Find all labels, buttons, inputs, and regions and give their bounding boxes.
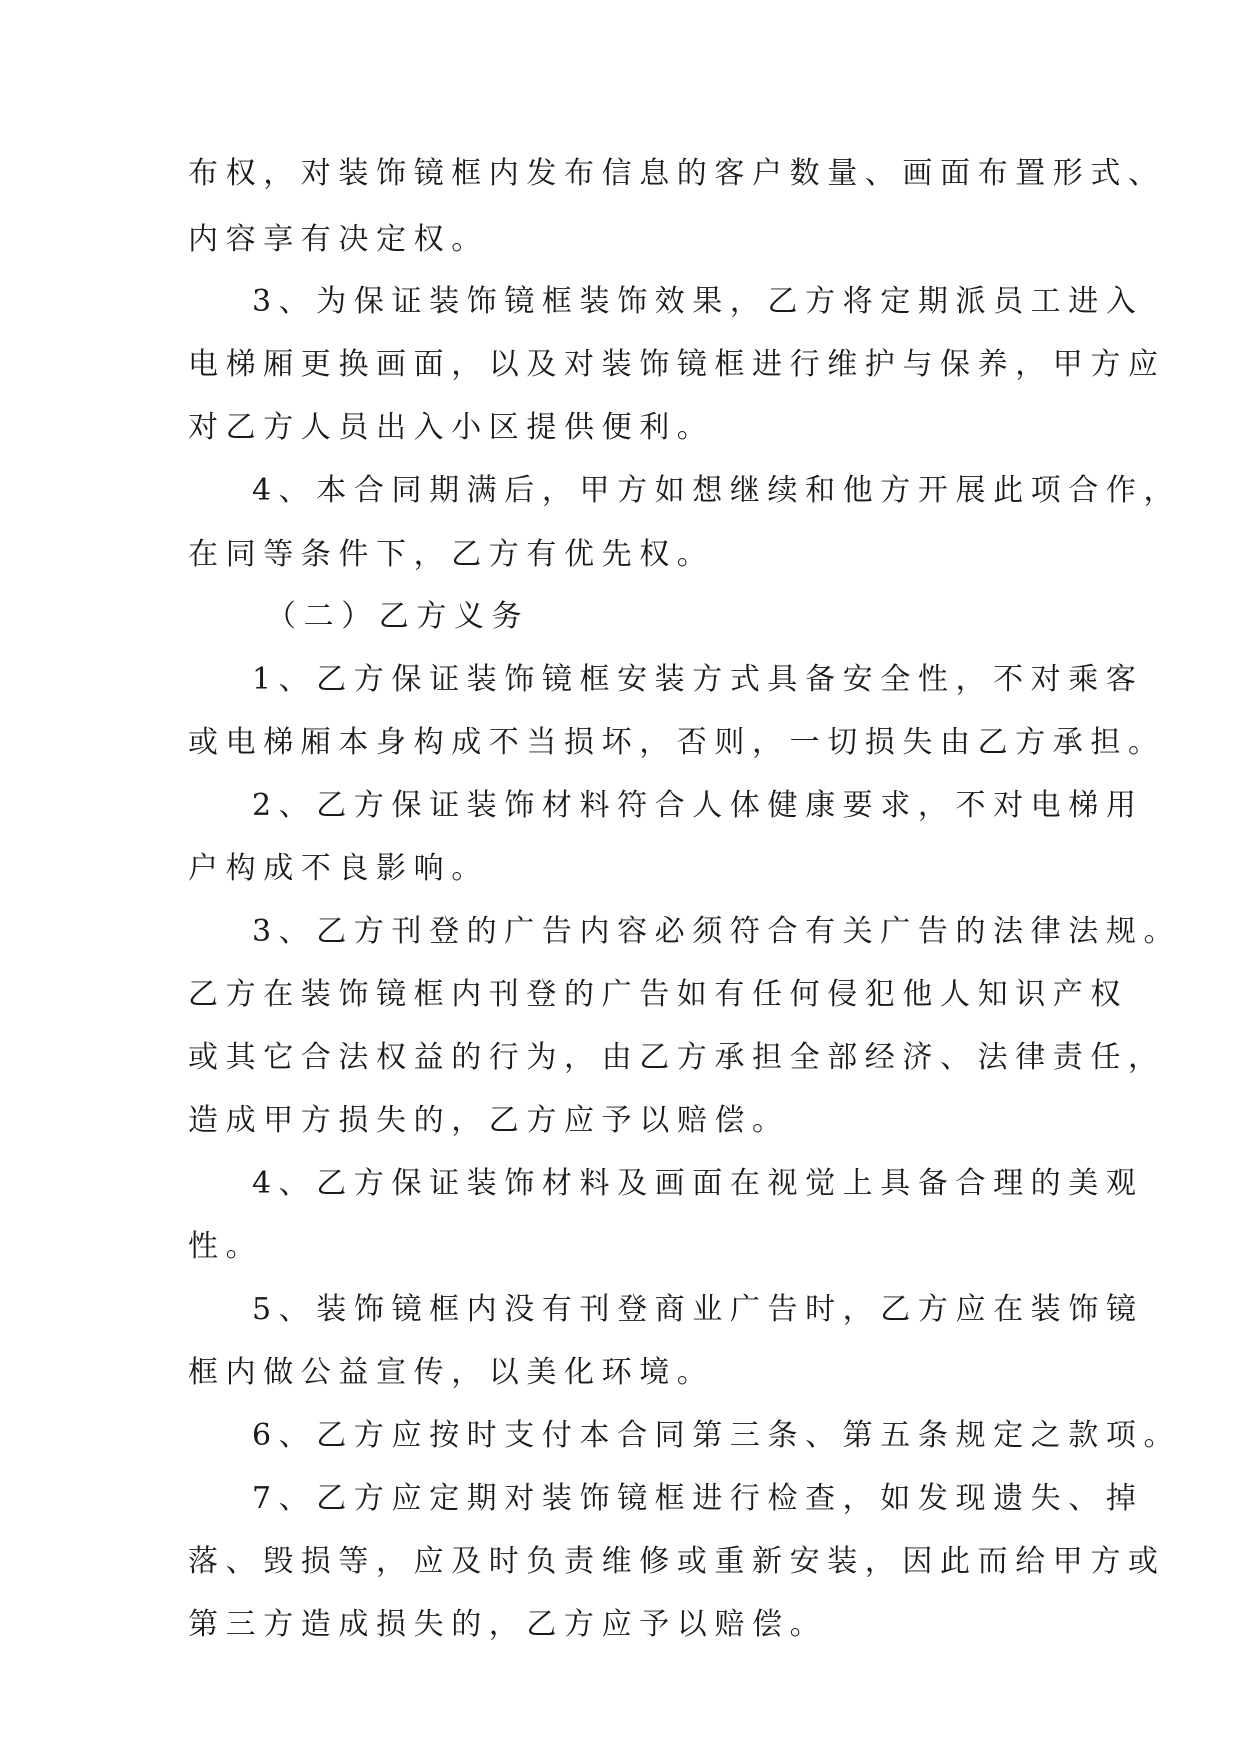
paragraph-line: 1、乙方保证装饰镜框安装方式具备安全性，不对乘客 xyxy=(252,662,1144,697)
paragraph-line: 或电梯厢本身构成不当损坏，否则，一切损失由乙方承担。 xyxy=(188,725,1166,760)
paragraph-line: 框内做公益宣传，以美化环境。 xyxy=(188,1355,715,1390)
paragraph-line: 乙方在装饰镜框内刊登的广告如有任何侵犯他人知识产权 xyxy=(188,977,1128,1012)
paragraph-line: 第三方造成损失的，乙方应予以赔偿。 xyxy=(188,1607,828,1642)
paragraph-line: 2、乙方保证装饰材料符合人体健康要求，不对电梯用 xyxy=(252,788,1144,823)
paragraph-line: 5、装饰镜框内没有刊登商业广告时，乙方应在装饰镜 xyxy=(252,1292,1144,1327)
paragraph-line: 布权，对装饰镜框内发布信息的客户数量、画面布置形式、 xyxy=(188,156,1166,191)
paragraph-line: 或其它合法权益的行为，由乙方承担全部经济、法律责任， xyxy=(188,1040,1166,1075)
paragraph-line: 3、为保证装饰镜框装饰效果，乙方将定期派员工进入 xyxy=(252,284,1144,319)
paragraph-line: 落、毁损等，应及时负责维修或重新安装，因此而给甲方或 xyxy=(188,1544,1166,1579)
paragraph-line: 性。 xyxy=(188,1229,264,1264)
paragraph-line: 4、乙方保证装饰材料及画面在视觉上具备合理的美观 xyxy=(252,1166,1144,1201)
paragraph-line: 3、乙方刊登的广告内容必须符合有关广告的法律法规。 xyxy=(252,914,1182,949)
paragraph-line: 造成甲方损失的，乙方应予以赔偿。 xyxy=(188,1103,790,1138)
paragraph-line: 6、乙方应按时支付本合同第三条、第五条规定之款项。 xyxy=(252,1418,1182,1453)
paragraph-line: 电梯厢更换画面，以及对装饰镜框进行维护与保养，甲方应 xyxy=(188,347,1166,382)
paragraph-line: 4、本合同期满后，甲方如想继续和他方开展此项合作， xyxy=(252,473,1182,508)
paragraph-line: 在同等条件下，乙方有优先权。 xyxy=(188,537,715,572)
paragraph-line: 7、乙方应定期对装饰镜框进行检查，如发现遗失、掉 xyxy=(252,1481,1144,1516)
paragraph-line: 对乙方人员出入小区提供便利。 xyxy=(188,410,715,445)
paragraph-line: 户构成不良影响。 xyxy=(188,851,489,886)
paragraph-line: 内容享有决定权。 xyxy=(188,222,489,257)
section-heading: （二）乙方义务 xyxy=(266,599,530,634)
